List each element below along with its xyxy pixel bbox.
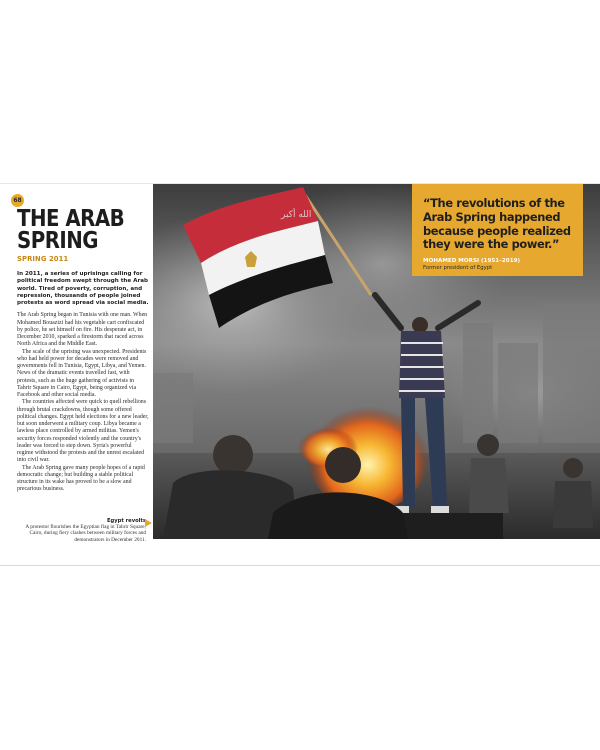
caption-pointer-icon xyxy=(145,519,152,527)
page-number-badge: 68 xyxy=(11,194,24,207)
flag-script: الله أكبر xyxy=(281,210,312,220)
quote-box xyxy=(412,183,583,276)
body-paragraph: The Arab Spring gave many people hopes of a rapid democratic change; but building a stable political structure in its wake has proved to be a slow and precarious business. xyxy=(17,464,145,493)
body-paragraph: The countries affected were quick to quell rebellions through brutal crackdowns, though some offered political changes. Egypt held elections for a new leader, but soon underwent a military coup. Libya became a lawless place controlled by armed militias. Yemen's security forces responded violently and the country's leader was forced to step down. Syria's powerful regime withstood the protests and the unrest escalated into civil war. xyxy=(17,399,149,464)
body-text xyxy=(17,312,149,493)
title-line-2: SPRING xyxy=(17,228,99,254)
article-column xyxy=(17,208,149,494)
quote-text: “The revolutions of the Arab Spring happened because people realized they were the power.” xyxy=(423,196,571,252)
caption-text: A protestor flourishes the Egyptian flag in Tahrir Square, Cairo, during fiery clashes between military forces and demonstrators in December 2011. xyxy=(25,524,146,543)
title-line-1: THE ARAB xyxy=(17,206,125,232)
page-title xyxy=(17,208,146,252)
quote-author-role: Former president of Egypt xyxy=(423,265,493,272)
quote-author: MOHAMED MORSI (1951–2019) xyxy=(423,258,521,265)
photo-caption xyxy=(20,518,146,543)
date-subheading: SPRING 2011 xyxy=(17,255,69,263)
caption-title: Egypt revolts xyxy=(106,518,146,524)
body-paragraph: The Arab Spring began in Tunisia with one man. When Mohamed Bouazizi had his vegetable cart confiscated by police, he set himself on fire. His desperate act, in December 2010, sparked a firestorm that raced across North Africa and the Middle East. xyxy=(17,312,148,348)
intro-paragraph: In 2011, a series of uprisings calling for political freedom swept through the Arab world. Tired of poverty, corruption, and repression, thousands of people joined protests as word spread via social media. xyxy=(17,271,149,307)
body-paragraph: The scale of the uprising was unexpected. Presidents who had held power for decades were removed and governments fell in Tunisia, Egypt, Libya, and Yemen. News of the dramatic events travelled fast, with protests, such as the huge gathering of activists in Tahrir Square in Cairo, Egypt, being organized via Facebook and other social media. xyxy=(17,348,147,399)
